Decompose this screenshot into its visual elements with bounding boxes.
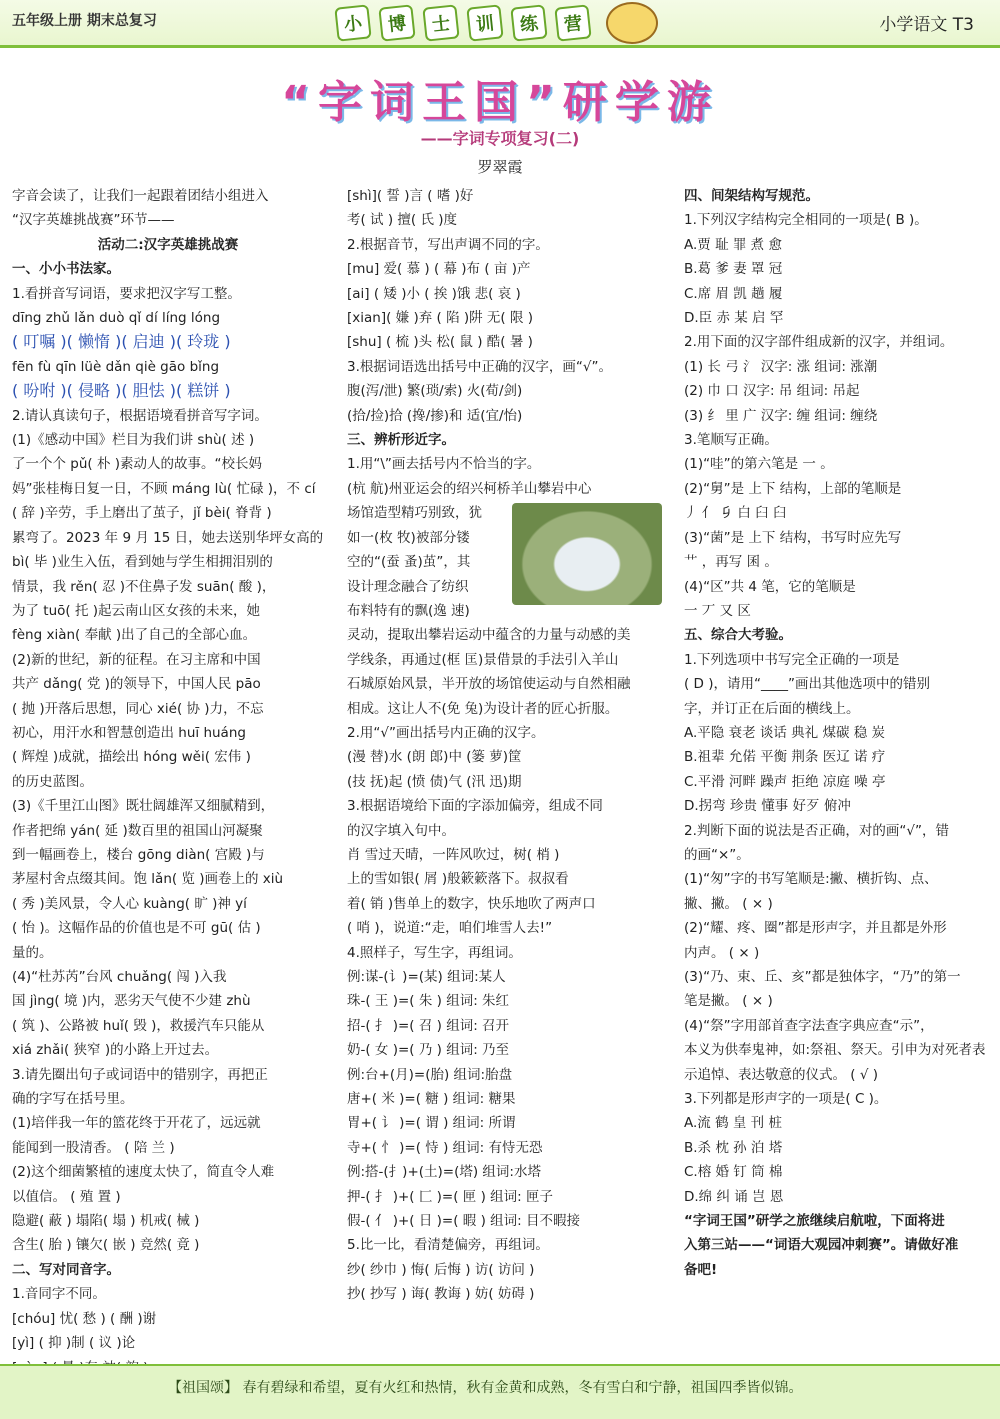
text-line: ( 筑 )、公路被 huǐ( 毁 )，救援汽车只能从 <box>12 1017 265 1034</box>
example-line: 例:谋-(讠)=(某) 组词:某人 <box>347 969 506 985</box>
text-line: 学线条，再通过(框 匡)景借景的手法引入羊山 <box>347 651 619 668</box>
answer-line: [yì] ( 抑 )制 ( 议 )论 <box>12 1335 136 1352</box>
text-line: (1)培伴我一年的篮花终于开花了，远远就 <box>12 1115 261 1132</box>
text-line: 布料特有的飘(逸 速) <box>347 602 470 619</box>
text-line: 作者把绵 yán( 延 )数百里的祖国山河凝聚 <box>12 822 263 839</box>
text-line: 1.用“\”画去括号内不恰当的字。 <box>347 456 541 473</box>
column-left <box>12 184 324 1380</box>
answer-line: 唐+( 米 )=( 糖 ) 组词: 糖果 <box>347 1091 516 1108</box>
text-line: 石城原始风景，半开放的场馆使运动与自然相融 <box>347 676 631 693</box>
badge-char: 练 <box>510 4 547 41</box>
text-line: 2.用下面的汉字部件组成新的汉字，并组词。 <box>684 334 954 351</box>
answer-line: 隐避( 蔽 ) 塌陷( 塌 ) 机戒( 械 ) <box>12 1213 200 1230</box>
text-line: (1)“哇”的第六笔是 一 。 <box>684 456 834 473</box>
column-middle <box>347 184 662 1307</box>
page-title: “字词王国”研学游 <box>281 77 719 128</box>
answer-line: [chóu] 忧( 愁 ) ( 酬 )谢 <box>12 1310 157 1327</box>
answer-line: ( 叮嘱 )( 懒惰 )( 启迪 )( 玲珑 ) <box>12 332 231 352</box>
footer-text: 【祖国颂】 春有碧绿和希望，夏有火红和热情，秋有金黄和成熟，冬有雪白和宁静，祖国四季皆似锦。 <box>168 1380 803 1396</box>
text-line: fēn fù qīn lüè dǎn qiè gāo bǐng <box>12 358 220 375</box>
text-line: “汉字英雄挑战赛”环节—— <box>12 212 175 229</box>
text-line: bì( 毕 )业生入伍，看到她与学生相拥泪别的 <box>12 554 273 571</box>
text-line: 妈”张桂梅日复一日，不顾 máng lù( 忙碌 )，不 cí <box>12 480 316 497</box>
text-line: 确的字写在括号里。 <box>12 1091 134 1108</box>
section-heading: 三、辨析形近字。 <box>347 432 455 449</box>
closing-line: 入第三站——“词语大观园冲刺赛”。请做好准 <box>684 1237 959 1254</box>
option-line: A.平隐 衰老 谈话 典礼 煤碳 稳 炭 <box>684 724 886 741</box>
text-line: 3.笔顺写正确。 <box>684 432 778 449</box>
photo-block <box>347 501 662 623</box>
answer-line: (技 抚)起 (愤 债)气 (汛 迅)期 <box>347 773 522 790</box>
text-line: 的画“×”。 <box>684 846 750 863</box>
option-line: C.平滑 河畔 躁声 拒绝 凉庭 噪 亭 <box>684 773 886 790</box>
section-heading: 活动二:汉字英雄挑战赛 <box>97 236 239 253</box>
text-line: (3)《千里江山图》既壮阔雄浑又细腻精到， <box>12 798 275 815</box>
text-line: 相成。这让人不(免 兔)为设计者的匠心折服。 <box>347 700 619 717</box>
text-line: ( 怡 )。这幅作品的价值也是不可 gū( 估 ) <box>12 920 261 937</box>
badge-char: 博 <box>378 4 415 41</box>
text-line: 空的“(蚕 蚤)茧”，其 <box>347 554 471 571</box>
answer-line: 肖 雪过天晴，一阵风吹过，树( 梢 ) <box>347 846 560 863</box>
text-line: 本义为供奉鬼神，如:祭祖、祭天。引申为对死者表 <box>684 1042 986 1059</box>
text-line: 灵动，提取出攀岩运动中蕴含的力量与动感的美 <box>347 627 631 644</box>
section-heading: 五、综合大考验。 <box>684 627 792 644</box>
text-line: 情景，我 rěn( 忍 )不住鼻子发 suān( 酸 )， <box>12 578 276 595</box>
answer-line: [ai] ( 矮 )小 ( 挨 )饿 悲( 哀 ) <box>347 285 521 302</box>
answer-line: (漫 替)水 (朗 郎)中 (篓 萝)筐 <box>347 749 522 766</box>
badge-char: 士 <box>422 4 459 41</box>
text-line: (1)“匆”字的书写笔顺是:撇、横折钩、点、 <box>684 871 938 888</box>
text-line: 2.用“√”画出括号内正确的汉字。 <box>347 724 545 741</box>
text-line: 场馆造型精巧别致，犹 <box>347 505 482 522</box>
section-heading: 四、间架结构写规范。 <box>684 188 819 204</box>
option-line: C.榕 婚 钉 筒 棉 <box>684 1164 783 1181</box>
option-line: D.绵 纠 诵 岂 恩 <box>684 1188 784 1205</box>
option-line: B.杀 枕 孙 泊 塔 <box>684 1139 783 1156</box>
brand-badges <box>336 6 590 40</box>
text-line: 2.根据音节，写出声调不同的字。 <box>347 236 549 253</box>
answer-line: (1) 长 弓 氵 汉字: 涨 组词: 涨潮 <box>684 358 878 375</box>
text-line: 字，并订正在后面的横线上。 <box>684 700 860 717</box>
text-line: 示追悼、表达敬意的仪式。 ( √ ) <box>684 1066 879 1083</box>
answer-line: (3) 纟 里 广 汉字: 缠 组词: 缠绕 <box>684 407 878 424</box>
text-line: 3.请先圈出句子或词语中的错别字，再把正 <box>12 1066 268 1083</box>
stroke-order: 丿 亻 𠂎 白 臼 臼 <box>684 505 787 522</box>
badge-char: 营 <box>554 4 591 41</box>
badge-char: 训 <box>466 4 503 41</box>
text-line: (2)“耀、疼、圈”都是形声字，并且都是外形 <box>684 920 947 937</box>
text-line: 3.下列都是形声字的一项是( C )。 <box>684 1091 888 1108</box>
text-line: 内声。 ( × ) <box>684 944 760 961</box>
text-line: 2.请认真读句子，根据语境看拼音写字词。 <box>12 407 268 424</box>
text-line: 如一(枚 牧)被部分镂 <box>347 529 470 546</box>
text-line: (2)这个细菌繁植的速度太快了，简直令人难 <box>12 1164 275 1181</box>
text-line: 到一幅画卷上，楼台 gōng diàn( 宫殿 )与 <box>12 846 265 863</box>
text-line: 撇、撇。 ( × ) <box>684 895 773 912</box>
text-line: ( 辞 )辛劳，手上磨出了茧子，jǐ bèi( 脊背 ) <box>12 505 272 522</box>
answer-line: 押-( 扌 )+( 匚 )=( 匣 ) 组词: 匣子 <box>347 1188 553 1205</box>
example-line: 例:台+(月)=(胎) 组词:胎盘 <box>347 1066 513 1083</box>
option-line: B.葛 爹 妻 罩 冠 <box>684 261 783 278</box>
stroke-order: 一 丆 又 区 <box>684 602 751 619</box>
text-line: (杭 航)州亚运会的绍兴柯桥羊山攀岩中心 <box>347 480 592 497</box>
header-bar <box>0 0 1000 48</box>
text-line: (2)“舅”是 上下 结构，上部的笔顺是 <box>684 480 902 497</box>
example-line: 例:搭-(扌)+(土)=(塔) 组词:水塔 <box>347 1164 541 1181</box>
answer-line: 含生( 胎 ) 镶欠( 嵌 ) 竞然( 竟 ) <box>12 1237 200 1254</box>
text-line: xiá zhǎi( 狭窄 )的小路上开过去。 <box>12 1042 219 1059</box>
text-line: 了一个个 pǔ( 朴 )素动人的故事。“校长妈 <box>12 456 263 473</box>
text-line: 1.音同字不同。 <box>12 1286 106 1303</box>
text-line: dīng zhǔ lǎn duò qǐ dí líng lóng <box>12 310 221 327</box>
answer-line: [mu] 爱( 慕 ) ( 幕 )布 ( 亩 )产 <box>347 261 531 278</box>
answer-line: 纱( 纱巾 ) 悔( 后悔 ) 访( 访问 ) <box>347 1261 535 1278</box>
answer-line: (2) 巾 口 汉字: 吊 组词: 吊起 <box>684 383 860 400</box>
text-line: 累弯了。2023 年 9 月 15 日，她去送别华坪女高的 <box>12 529 324 546</box>
answer-line: 腹(泻/泄) 繁(琐/索) 火(荀/剑) <box>347 383 523 400</box>
text-line: 的汉字填入句中。 <box>347 822 455 839</box>
text-line: 1.下列汉字结构完全相同的一项是( B )。 <box>684 212 928 229</box>
answer-line: 招-( 扌 )=( 召 ) 组词: 召开 <box>347 1017 510 1034</box>
text-line: 5.比一比，看清楚偏旁，再组词。 <box>347 1237 549 1254</box>
stadium-photo <box>512 503 662 605</box>
answer-line: 假-( 亻 )+( 日 )=( 暇 ) 组词: 目不暇接 <box>347 1213 580 1230</box>
text-line: ( 辉煌 )成就，描绘出 hóng wěi( 宏伟 ) <box>12 749 251 766</box>
subject-label: 小学语文 T3 <box>879 15 974 35</box>
option-line: C.席 眉 凯 趟 履 <box>684 285 783 302</box>
option-line: A.贾 耻 罪 煮 愈 <box>684 236 782 253</box>
text-line: 共产 dǎng( 党 )的领导下，中国人民 pāo <box>12 676 261 693</box>
text-line: ( 秀 )美风景，令人心 kuàng( 旷 )神 yí <box>12 895 247 912</box>
text-line: (4)“区”共 4 笔，它的笔顺是 <box>684 578 856 595</box>
answer-line: [shì]( 誓 )言 ( 嗜 )好 <box>347 188 474 204</box>
answer-line: (拾/捡)拾 (搀/掺)和 适(宜/怡) <box>347 407 523 424</box>
text-line: 量的。 <box>12 944 53 961</box>
answer-line: 着( 销 )售单上的数字，快乐地吹了两声口 <box>347 895 596 912</box>
text-line: fèng xiàn( 奉献 )出了自己的全部心血。 <box>12 627 257 644</box>
answer-line: 珠-( 王 )=( 朱 ) 组词: 朱红 <box>347 993 510 1010</box>
option-line: B.祖辈 允偌 平衡 荆条 医辽 诺 疗 <box>684 749 886 766</box>
text-line: 3.根据语境给下面的字添加偏旁，组成不同 <box>347 798 603 815</box>
text-line: ( 抛 )开落后思想，同心 xié( 协 )力，不忘 <box>12 700 264 717</box>
text-line: 笔是撇。 ( × ) <box>684 993 773 1010</box>
text-line: 以值信。 ( 殖 置 ) <box>12 1188 121 1205</box>
section-heading: 二、写对同音字。 <box>12 1261 120 1278</box>
answer-line: 考( 试 ) 擅( 氏 )度 <box>347 212 458 229</box>
text-line: (3)“乃、束、丘、亥”都是独体字，“乃”的第一 <box>684 969 961 985</box>
text-line: 国 jìng( 境 )内，恶劣天气使不少建 zhù <box>12 993 251 1010</box>
option-line: A.流 鹤 皇 刊 桩 <box>684 1115 782 1132</box>
answer-line: 胃+( 讠 )=( 谓 ) 组词: 所谓 <box>347 1115 516 1132</box>
text-line: 4.照样子，写生字，再组词。 <box>347 944 522 961</box>
text-line: 为了 tuō( 托 )起云南山区女孩的未来，她 <box>12 602 261 619</box>
answer-line: 抄( 抄写 ) 诲( 教诲 ) 妨( 妨碍 ) <box>347 1286 535 1303</box>
answer-line: 上的雪如银( 屑 )般簌簌落下。叔叔看 <box>347 871 569 888</box>
text-line: (4)“祭”字用部首查字法查字典应查“示”， <box>684 1017 934 1034</box>
text-line: 茅屋村舍点缀其间。饱 lǎn( 览 )画卷上的 xiù <box>12 871 284 888</box>
answer-line: ( 哨 )，说道:“走，咱们堆雪人去!” <box>347 920 553 937</box>
cow-mascot-icon <box>606 2 658 44</box>
text-line: 2.判断下面的说法是否正确，对的画“√”，错 <box>684 822 949 839</box>
closing-line: “字词王国”研学之旅继续启航啦，下面将进 <box>684 1213 945 1230</box>
option-line: D.拐弯 珍贵 懂事 好歹 俯冲 <box>684 798 851 815</box>
text-line: ( D )，请用“____”画出其他选项中的错别 <box>684 676 930 693</box>
answer-line: [shu] ( 梳 )头 松( 鼠 ) 酷( 暑 ) <box>347 334 533 351</box>
answer-line: [xian]( 嫌 )弃 ( 陷 )阱 无( 限 ) <box>347 310 534 327</box>
text-line: 初心，用汗水和智慧创造出 huī huáng <box>12 724 246 741</box>
text-line: 1.看拼音写词语，要求把汉字写工整。 <box>12 285 241 302</box>
text-line: (3)“菌”是 上下 结构，书写时应先写 <box>684 529 902 546</box>
answer-line: ( 吩咐 )( 侵略 )( 胆怯 )( 糕饼 ) <box>12 381 231 401</box>
column-right <box>684 184 996 1282</box>
text-line: (1)《感动中国》栏目为我们讲 shù( 述 ) <box>12 432 255 449</box>
text-line: (4)“杜苏芮”台风 chuǎng( 闯 )入我 <box>12 969 227 985</box>
author: 罗翠霞 <box>477 158 523 176</box>
grade-label: 五年级上册 期末总复习 <box>12 13 157 29</box>
text-line: 3.根据词语选出括号中正确的汉字，画“√”。 <box>347 358 612 375</box>
page-subtitle: ——字词专项复习(二) <box>420 129 580 148</box>
closing-line: 备吧! <box>684 1261 718 1278</box>
answer-line: 奶-( 女 )=( 乃 ) 组词: 乃至 <box>347 1042 510 1059</box>
option-line: D.臣 赤 某 启 罕 <box>684 310 784 327</box>
answer-line: 寺+( 忄 )=( 恃 ) 组词: 有恃无恐 <box>347 1139 543 1156</box>
text-line: 能闻到一股清香。 ( 陪 兰 ) <box>12 1139 175 1156</box>
text-line: 1.下列选项中书写完全正确的一项是 <box>684 651 900 668</box>
text-line: 的历史蓝图。 <box>12 773 93 790</box>
text-line: 字音会读了，让我们一起跟着团结小组进入 <box>12 188 269 204</box>
section-heading: 一、小小书法家。 <box>12 261 120 278</box>
badge-char: 小 <box>334 4 371 41</box>
text-line: 艹 ，再写 囷 。 <box>684 554 778 571</box>
text-line: 设计理念融合了纺织 <box>347 578 469 595</box>
text-line: (2)新的世纪，新的征程。在习主席和中国 <box>12 651 261 668</box>
